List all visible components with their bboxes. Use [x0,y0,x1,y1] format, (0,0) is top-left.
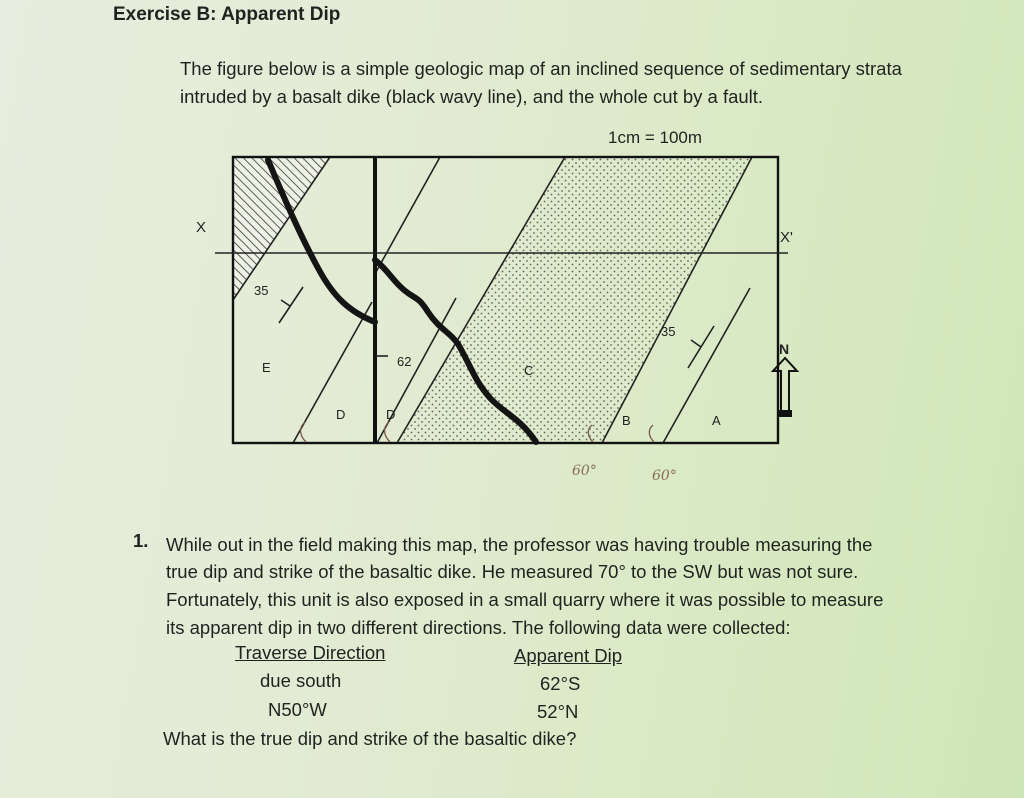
intro-line-2: intruded by a basalt dike (black wavy line), and the whole cut by a fault. [180,86,764,107]
unit-label-e: E [262,360,271,375]
table-header-apparent-dip: Apparent Dip [514,645,622,666]
question-line-2: true dip and strike of the basaltic dike. He measured 70° to the SW but was not sure. [166,561,859,582]
map-scale: 1cm = 100m [608,128,703,147]
fault-dip-value: 62 [397,354,412,369]
table-row-2-direction: N50°W [268,699,327,720]
table-row-1-direction: due south [260,670,342,691]
question-line-1: While out in the field making this map, the professor was having trouble measuring the [166,534,873,555]
unit-label-c: C [524,363,534,378]
table-row-1-dip: 62°S [540,673,581,694]
north-label: N [779,341,790,357]
handwritten-angle-2: 60° [652,468,677,484]
unit-label-d-east: D [386,407,396,422]
unit-label-d-west: D [336,407,346,422]
table-row-2-dip: 52°N [537,701,579,722]
dotted-unit-c [397,157,752,443]
unit-label-b: B [622,413,631,428]
dip-tick-left [281,300,290,306]
section-label-x: X [196,219,207,236]
unit-label-a: A [712,413,721,428]
section-label-x-prime: X' [780,229,793,246]
table-header-traverse: Traverse Direction [235,642,386,663]
question-number: 1. [133,530,149,551]
north-arrow-icon [773,358,797,413]
handwritten-angle-1: 60° [572,463,597,479]
question-line-3: Fortunately, this unit is also exposed in a small quarry where it was possible to measure [166,589,884,610]
north-arrow-base [779,410,792,417]
question-line-4: its apparent dip in two different directions. The following data were collected: [166,617,791,638]
strike-value-right: 35 [661,324,676,339]
question-ask: What is the true dip and strike of the basaltic dike? [163,728,577,749]
strike-value-left: 35 [254,283,269,298]
exercise-title: Exercise B: Apparent Dip [113,4,341,25]
dip-tick-right [691,340,701,347]
strike-symbol-left [279,287,303,323]
contact-line [663,288,750,443]
contact-line [376,157,440,272]
intro-line-1: The figure below is a simple geologic map of an inclined sequence of sedimentary strata [180,58,902,79]
angle-arc [649,425,654,442]
